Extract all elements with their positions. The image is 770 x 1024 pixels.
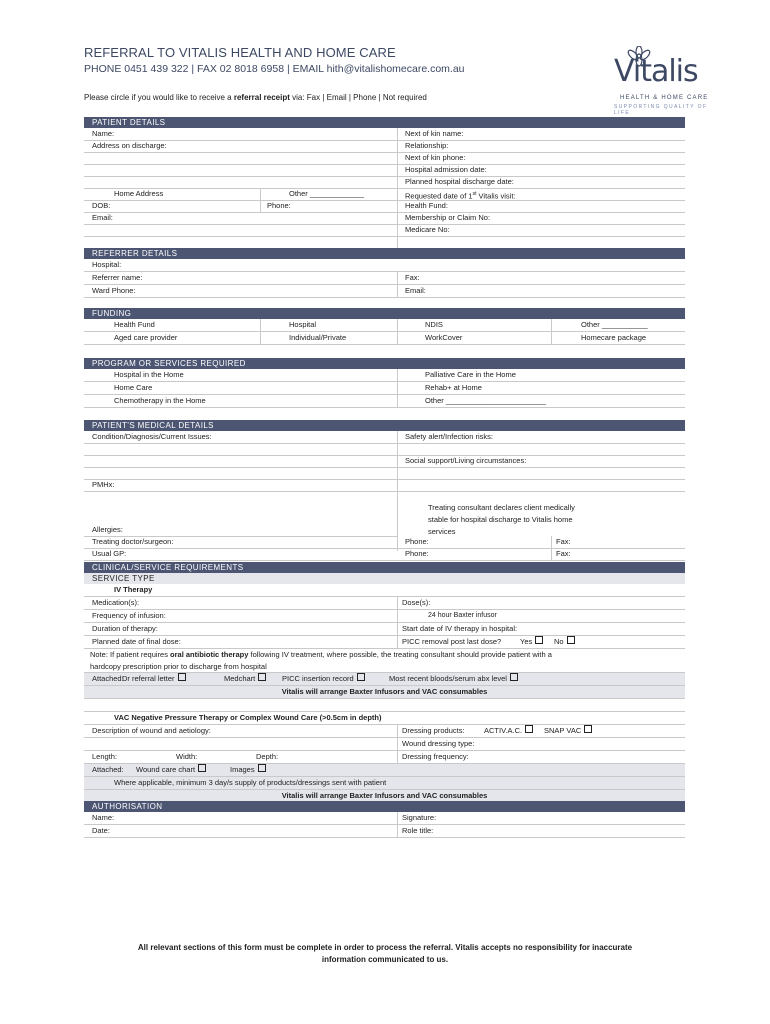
funding-other[interactable]: Other ___________ xyxy=(581,320,648,329)
receipt-instruction: Please circle if you would like to receive a referral receipt via: Fax | Email | Phone | Not required xyxy=(84,93,427,102)
form-title: REFERRAL TO VITALIS HEALTH AND HOME CARE xyxy=(84,45,396,60)
relationship-field[interactable]: Relationship: xyxy=(405,141,449,150)
patient-email-field[interactable]: Email: xyxy=(92,213,113,222)
address-field[interactable]: Address on discharge: xyxy=(92,141,167,150)
checkbox-icon xyxy=(357,673,365,681)
program-rehab[interactable]: Rehab+ at Home xyxy=(425,383,482,392)
medicare-field[interactable]: Medicare No: xyxy=(405,225,450,234)
program-section xyxy=(84,358,685,408)
home-address-option[interactable]: Home Address xyxy=(114,189,164,198)
kin-phone-field[interactable]: Next of kin phone: xyxy=(405,153,466,162)
program-hith[interactable]: Hospital in the Home xyxy=(114,370,184,379)
checkbox-icon xyxy=(584,725,592,733)
baxter-option[interactable]: 24 hour Baxter infusor xyxy=(428,612,497,619)
funding-health-fund[interactable]: Health Fund xyxy=(114,320,155,329)
section-header: PATIENT'S MEDICAL DETAILS xyxy=(84,420,685,431)
picc-yes-checkbox[interactable]: Yes xyxy=(520,636,532,648)
width-field[interactable]: Width: xyxy=(176,752,198,761)
vac-heading: VAC Negative Pressure Therapy or Complex Wound Care (>0.5cm in depth) xyxy=(114,713,382,722)
picc-record-checkbox[interactable]: PICC insertion record xyxy=(282,673,354,685)
consultant-declaration[interactable]: Treating consultant declares client medically stable for hospital discharge to Vitalis home services xyxy=(428,503,575,536)
checkbox-icon xyxy=(567,636,575,644)
admission-date-field[interactable]: Hospital admission date: xyxy=(405,165,487,174)
logo-subtitle: HEALTH & HOME CARE xyxy=(620,95,709,101)
picc-no-checkbox[interactable]: No xyxy=(554,636,564,648)
program-palliative[interactable]: Palliative Care in the Home xyxy=(425,370,516,379)
doctor-field[interactable]: Treating doctor/surgeon: xyxy=(92,537,174,546)
safety-alert-field[interactable]: Safety alert/Infection risks: xyxy=(405,432,493,441)
images-checkbox[interactable]: Images xyxy=(230,764,255,776)
medchart-checkbox[interactable]: Medchart xyxy=(224,673,255,685)
funding-homecare[interactable]: Homecare package xyxy=(581,333,647,342)
pmhx-field[interactable]: PMHx: xyxy=(92,480,115,489)
funding-section xyxy=(84,308,685,345)
dob-field[interactable]: DOB: xyxy=(92,201,111,210)
gp-fax-field[interactable]: Fax: xyxy=(556,549,571,558)
gp-field[interactable]: Usual GP: xyxy=(92,549,127,558)
checkbox-icon xyxy=(258,764,266,772)
doses-field[interactable]: Dose(s): xyxy=(402,598,431,607)
attached-label: Attached: xyxy=(92,674,124,683)
service-type-header: SERVICE TYPE xyxy=(84,573,685,584)
supply-note: Where applicable, minimum 3 day/s supply of products/dressings sent with patient xyxy=(114,778,387,787)
checkbox-icon xyxy=(198,764,206,772)
discharge-date-field[interactable]: Planned hospital discharge date: xyxy=(405,177,514,186)
health-fund-field[interactable]: Health Fund: xyxy=(405,201,448,210)
referrer-fax-field[interactable]: Fax: xyxy=(405,273,420,282)
checkbox-icon xyxy=(510,673,518,681)
gp-phone-field[interactable]: Phone: xyxy=(405,549,429,558)
section-header: PROGRAM OR SERVICES REQUIRED xyxy=(84,358,685,369)
patient-details-section xyxy=(84,117,685,248)
doctor-fax-field[interactable]: Fax: xyxy=(556,537,571,546)
iv-start-date-field[interactable]: Start date of IV therapy in hospital: xyxy=(402,624,518,633)
wound-dressing-type-field[interactable]: Wound dressing type: xyxy=(402,739,475,748)
ward-phone-field[interactable]: Ward Phone: xyxy=(92,286,136,295)
section-header: AUTHORISATION xyxy=(84,801,685,812)
patient-name-field[interactable]: Name: xyxy=(92,129,115,138)
funding-workcover[interactable]: WorkCover xyxy=(425,333,463,342)
allergies-field[interactable]: Allergies: xyxy=(92,525,123,534)
funding-hospital[interactable]: Hospital xyxy=(289,320,317,329)
checkbox-icon xyxy=(178,673,186,681)
frequency-field[interactable]: Frequency of infusion: xyxy=(92,611,166,620)
section-header: CLINICAL/SERVICE REQUIREMENTS xyxy=(84,562,685,573)
referrer-name-field[interactable]: Referrer name: xyxy=(92,273,143,282)
final-dose-field[interactable]: Planned date of final dose: xyxy=(92,637,181,646)
attached-label: Attached: xyxy=(92,765,124,774)
dr-letter-checkbox[interactable]: Dr referral letter xyxy=(122,673,175,685)
clinical-section xyxy=(84,562,685,803)
auth-name-field[interactable]: Name: xyxy=(92,813,115,822)
referrer-details-section xyxy=(84,248,685,298)
footer-disclaimer: All relevant sections of this form must be complete in order to process the referral. Vitalis accepts no responsibility for inaccurate information communicated to us. xyxy=(137,943,633,964)
patient-phone-field[interactable]: Phone: xyxy=(267,201,291,210)
iv-therapy-heading: IV Therapy xyxy=(114,585,153,594)
section-header: REFERRER DETAILS xyxy=(84,248,685,259)
logo-word: Vitalis xyxy=(614,54,698,89)
doctor-phone-field[interactable]: Phone: xyxy=(405,537,429,546)
length-field[interactable]: Length: xyxy=(92,752,118,761)
membership-field[interactable]: Membership or Claim No: xyxy=(405,213,491,222)
oral-antibiotic-note: Note: If patient requires oral antibiotic therapy following IV treatment, where possible, the treating consultant should provide patient with a hardcopy prescription prior to discharge from hospital xyxy=(84,649,685,673)
program-other[interactable]: Other ________________________ xyxy=(425,396,546,405)
signature-field[interactable]: Signature: xyxy=(402,813,437,822)
program-chemo[interactable]: Chemotherapy in the Home xyxy=(114,396,206,405)
checkbox-icon xyxy=(525,725,533,733)
first-visit-field[interactable]: Requested date of 1st Vitalis visit: xyxy=(405,191,516,201)
contact-line: PHONE 0451 439 322 | FAX 02 8018 6958 | EMAIL hith@vitalishomecare.com.au xyxy=(84,63,465,75)
auth-date-field[interactable]: Date: xyxy=(92,826,110,835)
duration-field[interactable]: Duration of therapy: xyxy=(92,624,158,633)
program-home-care[interactable]: Home Care xyxy=(114,383,153,392)
wound-chart-checkbox[interactable]: Wound care chart xyxy=(136,764,195,776)
funding-private[interactable]: Individual/Private xyxy=(289,333,347,342)
checkbox-icon xyxy=(258,673,266,681)
hospital-field[interactable]: Hospital: xyxy=(92,260,122,269)
activac-checkbox[interactable]: ACTIV.A.C. xyxy=(484,725,522,737)
snapvac-checkbox[interactable]: SNAP VAC xyxy=(544,725,581,737)
bloods-checkbox[interactable]: Most recent bloods/serum abx level xyxy=(389,673,507,685)
referrer-email-field[interactable]: Email: xyxy=(405,286,426,295)
depth-field[interactable]: Depth: xyxy=(256,752,279,761)
dressing-frequency-field[interactable]: Dressing frequency: xyxy=(402,752,469,761)
checkbox-icon xyxy=(535,636,543,644)
wound-description-field[interactable]: Description of wound and aetiology: xyxy=(92,726,211,735)
other-address-option[interactable]: Other _____________ xyxy=(289,189,365,198)
role-title-field[interactable]: Role title: xyxy=(402,826,434,835)
logo-tagline: SUPPORTING QUALITY OF LIFE xyxy=(614,104,708,116)
vitalis-logo xyxy=(604,46,724,116)
funding-ndis[interactable]: NDIS xyxy=(425,320,443,329)
authorisation-section xyxy=(84,801,685,838)
vitalis-arrange-note-2: Vitalis will arrange Baxter Infusors and VAC consumables xyxy=(281,791,488,800)
medical-section xyxy=(84,420,685,558)
section-header: PATIENT DETAILS xyxy=(84,117,685,128)
next-of-kin-field[interactable]: Next of kin name: xyxy=(405,129,464,138)
funding-aged-care[interactable]: Aged care provider xyxy=(114,333,178,342)
section-header: FUNDING xyxy=(84,308,685,319)
condition-field[interactable]: Condition/Diagnosis/Current Issues: xyxy=(92,432,212,441)
medication-field[interactable]: Medication(s): xyxy=(92,598,140,607)
social-support-field[interactable]: Social support/Living circumstances: xyxy=(405,456,527,465)
picc-removal-question: PICC removal post last dose? xyxy=(402,637,502,646)
dressing-products-label: Dressing products: xyxy=(402,726,465,735)
vitalis-arrange-note: Vitalis will arrange Baxter Infusors and VAC consumables xyxy=(281,687,488,696)
